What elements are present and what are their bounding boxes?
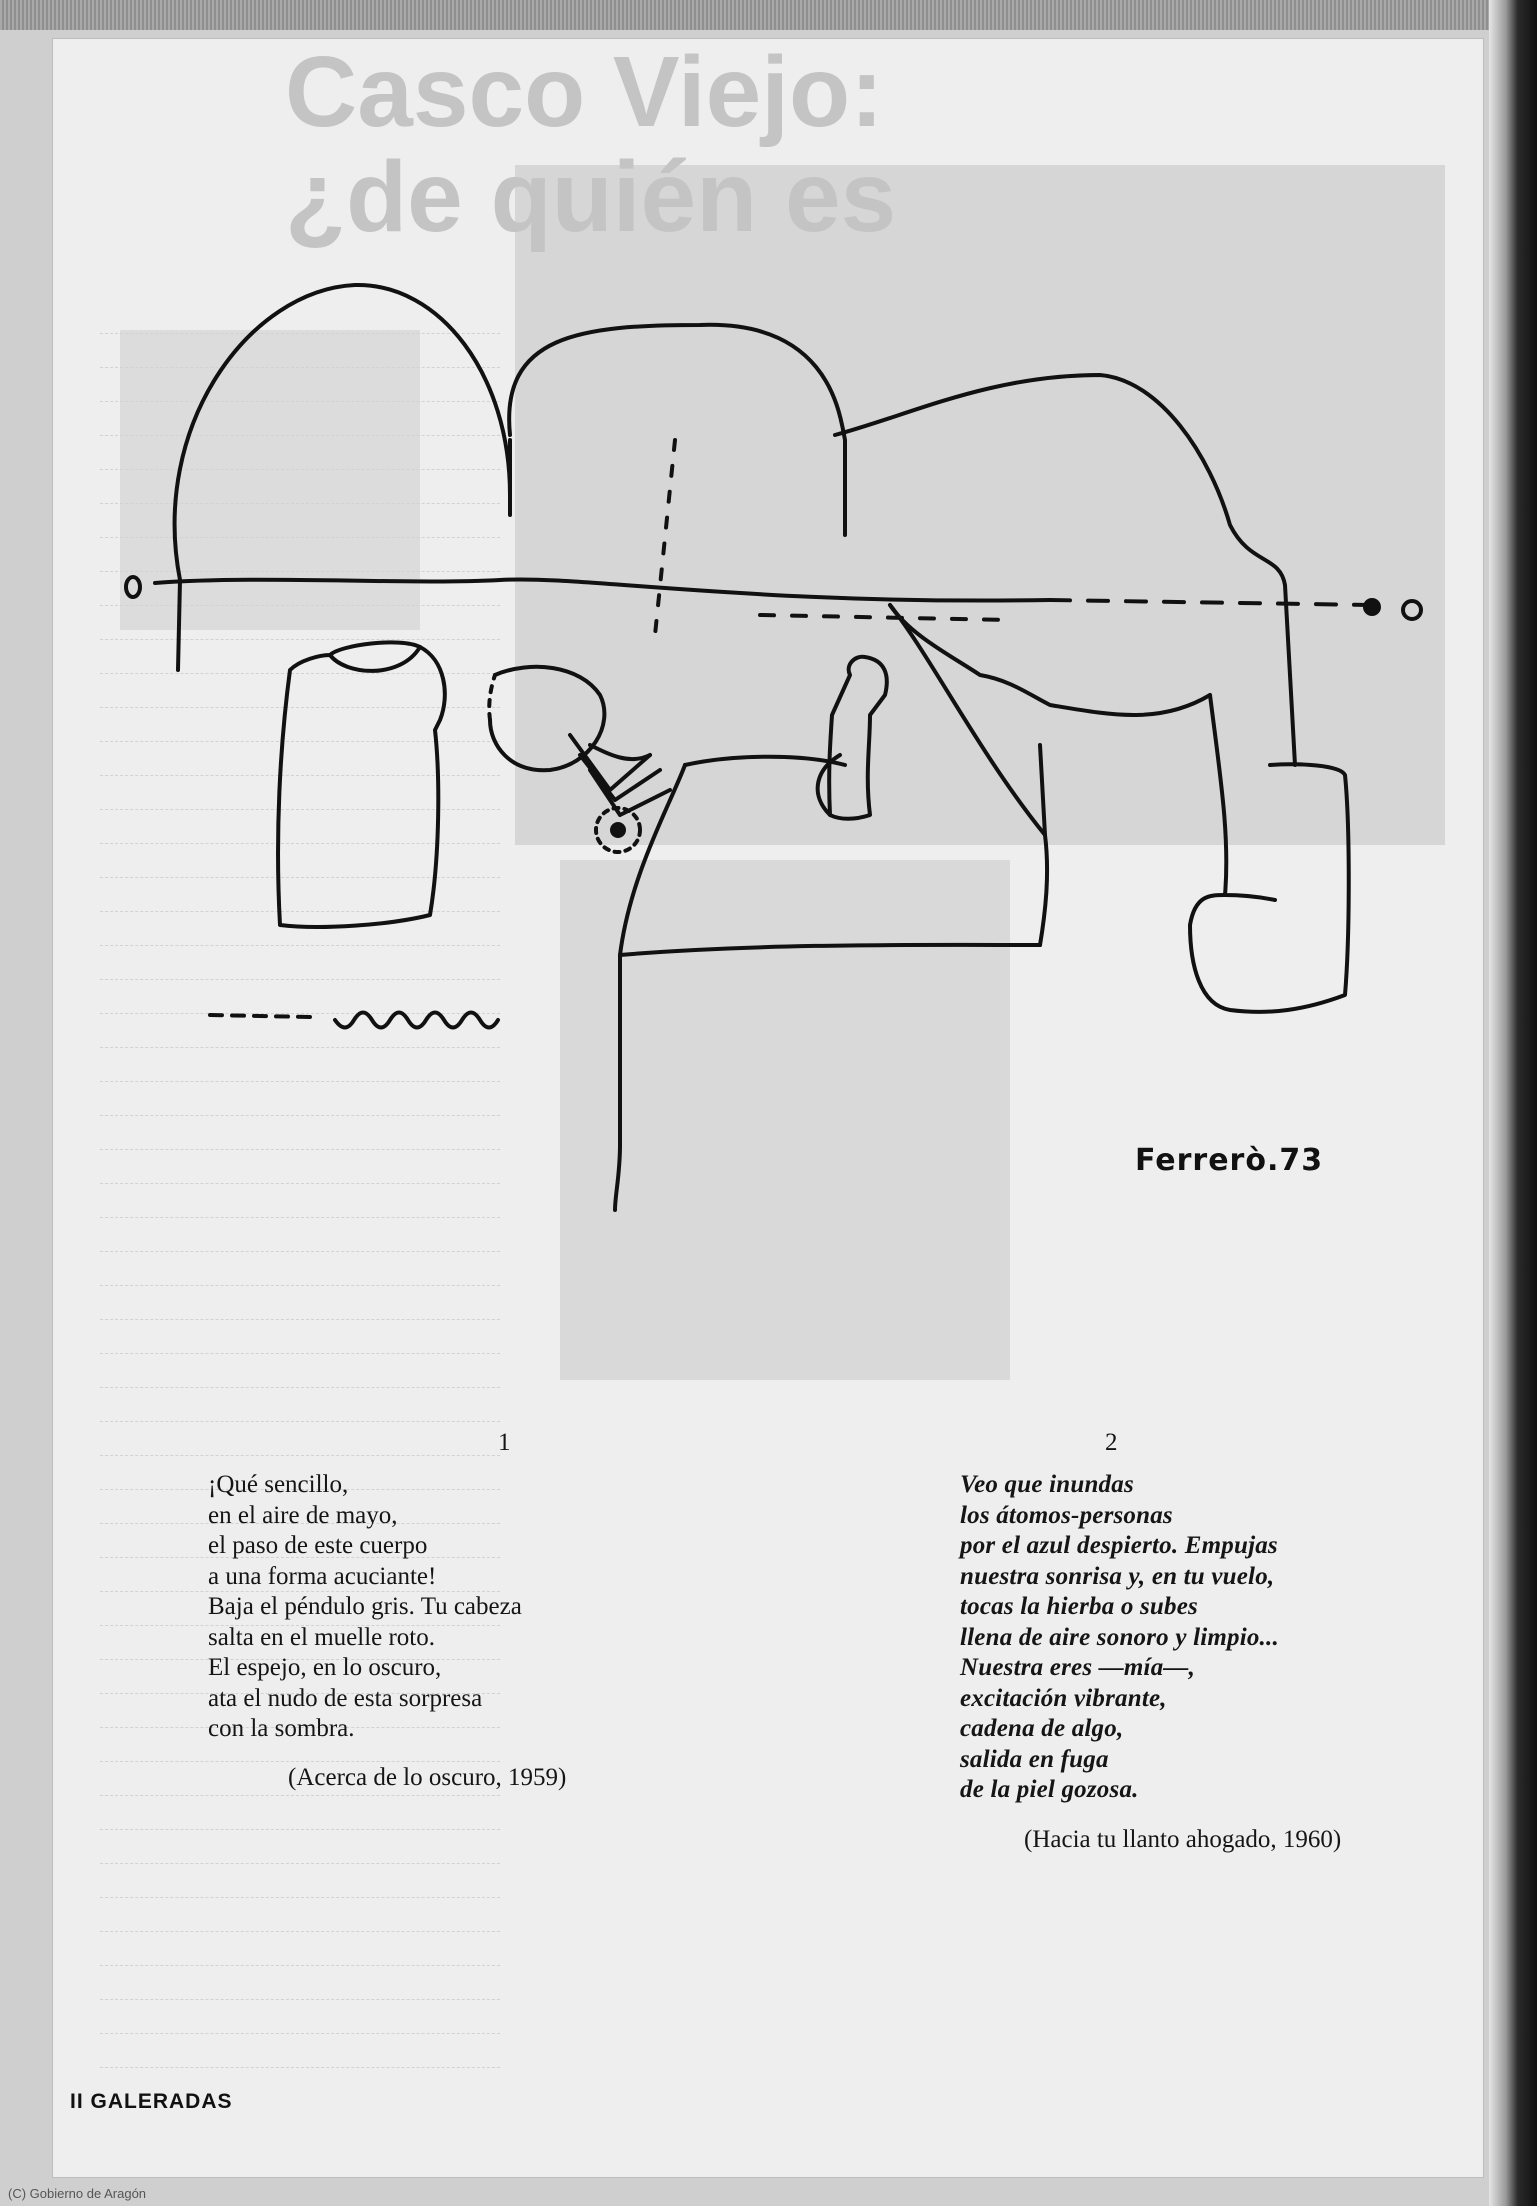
poem-2-citation: (Hacia tu llanto ahogado, 1960) bbox=[1024, 1826, 1342, 1853]
poem-1-line: Baja el péndulo gris. Tu cabeza bbox=[208, 1593, 522, 1620]
poem-1-line: ata el nudo de esta sorpresa bbox=[208, 1684, 483, 1712]
poem-2-line: salida en fuga bbox=[960, 1745, 1109, 1773]
poem-1 bbox=[208, 1429, 522, 1745]
poem-1-line: ¡Qué sencillo, bbox=[208, 1471, 349, 1498]
poem-2-line: cadena de algo, bbox=[960, 1715, 1124, 1742]
center-dome-stroke bbox=[509, 325, 845, 535]
poem-1-citation: (Acerca de lo oscuro, 1959) bbox=[288, 1764, 567, 1791]
line-drawing bbox=[110, 275, 1440, 1225]
poem-1-line: el paso de este cuerpo bbox=[208, 1532, 428, 1559]
copyright-credit: (C) Gobierno de Aragón bbox=[8, 2186, 147, 2201]
poem-2-line: tocas la hierba o subes bbox=[960, 1593, 1198, 1620]
poem-1-line: en el aire de mayo, bbox=[208, 1501, 398, 1529]
poem-2-line: Nuestra eres —mía—, bbox=[960, 1654, 1196, 1681]
poem-1-line: El espejo, en lo oscuro, bbox=[208, 1654, 442, 1681]
poem-2-line: los átomos-personas bbox=[960, 1501, 1173, 1529]
left-dome-stroke bbox=[175, 285, 510, 580]
poem-1-line: a una forma acuciante! bbox=[208, 1562, 437, 1590]
top-band bbox=[0, 0, 1537, 30]
page-footer: II GALERADAS bbox=[70, 2090, 233, 2113]
poem-2-line: de la piel gozosa. bbox=[960, 1776, 1139, 1803]
poem-2-line: nuestra sonrisa y, en tu vuelo, bbox=[960, 1562, 1275, 1590]
poem-2-line: por el azul despierto. Empujas bbox=[960, 1532, 1278, 1559]
cup-stroke bbox=[278, 642, 445, 927]
poem-1-number: 1 bbox=[498, 1429, 511, 1456]
poem-2 bbox=[960, 1429, 1279, 1806]
poem-2-line: llena de aire sonoro y limpio... bbox=[960, 1623, 1279, 1651]
ghost-title bbox=[285, 36, 897, 253]
poem-1-line: salta en el muelle roto. bbox=[208, 1623, 436, 1651]
book-spine-shadow bbox=[1489, 0, 1537, 2206]
poem-1-line: con la sombra. bbox=[208, 1715, 355, 1742]
ghost-title-line-1: Casco Viejo: bbox=[285, 36, 884, 148]
poem-2-line: Veo que inundas bbox=[960, 1471, 1134, 1498]
poem-2-line: excitación vibrante, bbox=[960, 1684, 1167, 1712]
ghost-title-line-2: ¿de quién es bbox=[285, 141, 897, 253]
artist-signature: Ferrerò.73 bbox=[1135, 1143, 1324, 1178]
poem-2-number: 2 bbox=[1105, 1429, 1118, 1456]
